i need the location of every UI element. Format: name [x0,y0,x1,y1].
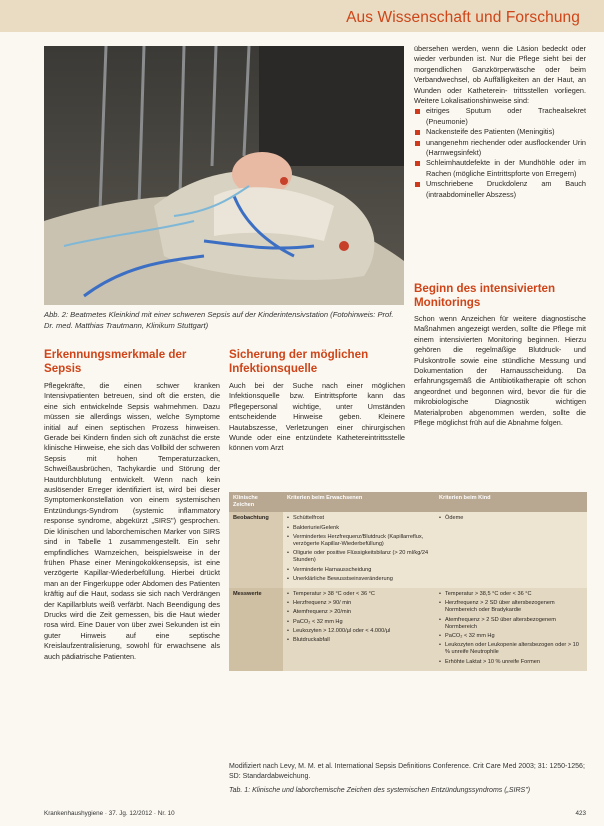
list-item: unangenehm riechender oder ausflockender Urin (Harnwegsinfekt) [414,138,586,159]
table-cell-item: • Temperatur > 38 °C oder < 36 °C [287,591,431,598]
col1-heading: Erkennungsmerkmale der Sepsis [44,348,187,375]
table-header-row [229,492,587,512]
bullet-icon [415,130,420,135]
figure-photo [44,46,404,305]
table-row [229,588,587,671]
table-cell-item: • Temperatur > 38,5 °C oder < 36 °C [439,591,583,598]
table-cell-item: • Atemfrequenz > 2 SD über altersbezogenem Normbereich [439,617,583,631]
col3-text [414,314,586,428]
journal-footer: Krankenhaushygiene · 37. Jg. 12/2012 · Nr. 10 [44,810,175,817]
bullet-icon [415,182,420,187]
table-cell-child [435,588,587,671]
table-cell-item: • Erhöhte Laktat > 10 % unreife Formen [439,659,583,666]
table-caption: Tab. 1: Klinische und laborchemische Zeichen des systemischen Entzündungssyndroms („SIRS") [229,787,531,794]
col2-heading: Sicherung der möglichen Infektionsquelle [229,348,369,375]
table-cell-item: • Verminderte Harnausscheidung [287,567,431,574]
col1-text [44,381,220,662]
table-row [229,512,587,588]
list-item: Umschriebene Druckdolenz am Bauch (intraabdomineller Abszess) [414,179,586,200]
table-cell-item: • PaCO₂ < 32 mm Hg [439,633,583,640]
figure-caption: Abb. 2: Beatmetes Kleinkind mit einer schweren Sepsis auf der Kinderintensivstation (Fotohinweis: Prof. Dr. med. Matthias Trautmann, Klinikum Stuttgart) [44,310,394,330]
page-number: 423 [575,810,586,817]
list-item: eitriges Sputum oder Trachealsekret (Pneumonie) [414,106,586,127]
table-cell-item: • Bakteriurie/Gelenk [287,525,431,532]
sirs-table [229,492,587,671]
table-header-cell: Klinische Zeichen [229,492,283,512]
bullet-icon [415,109,420,114]
col1-paragraph: Pflegekräfte, die einen schwer kranken Intensivpatienten betreuen, sind oft die ersten, die eine sich entwickelnde Sepsis wahrnehmen. Dazu müssen sie allerdings wissen, welche Symptome initial auf einen septischen Prozess hinweisen. Gerade bei Kindern finden sich oft zunächst die erste klinische Hinweise, ehe sich das Vollbild der schweren Sepsis mit hohen Temperaturzacken, Schweißausbrüchen, Tachykardie und Störung der Hautdurchblutung entwickelt. Wenn nach kein auslösender Erreger identifiziert ist, wird bei dieser Symptomenkonstellation von einem systemischen Entzündungs-Syndrom (systemic inflammatory response syndrome, abgekürzt „SIRS") gesprochen. Die klinischen und laborchemischen Marker von SIRS sind in Tabelle 1 zusammengestellt. Ein sehr empfindliches Warnzeichen, beispielsweise in der frühen Phase einer Meningokokkensepsis, ist eine verzögerte Kapillar-Wiederbefüllung. Hierbei drückt man an der Fingerkuppe oder Abdomen des Patienten kräftig auf die Haut, sodass sie sich nach Verdrängen der Kapillarbluts weiß verfärbt. Nach Beendigung des Drucks wird die Zeit gemessen, bis die Haut wieder rosa wird. Eine Dauer von über zwei Sekunden ist ein guter Hinweis auf eine septische Kreislaufzentralisierung, sowohl für erwachsene als auch pädiatrische Patienten. [44,381,220,661]
table-cell-item: • Leukozyten > 12.000/µl oder < 4.000/µl [287,628,431,635]
table-cell-item: • Vermindertes Herzfrequenz/Blutdruck (Kapillarreflux, verzögerte Kapillar-Wiederbefüllung) [287,534,431,548]
table-cell-child [435,512,587,588]
table-row-label: Beobachtung [229,512,283,588]
localization-list [414,106,586,200]
col3-paragraph: Schon wenn Anzeichen für weitere diagnostische Maßnahmen angezeigt werden, sollte die Pflege mit einem intensivierten Monitoring beginnen. Hierzu gehören die regelmäßige Blutdruck- und Pulskontrolle sowie eine stündliche Messung und Dokumentation der Harnausscheidung. Da erfahrungsgemäß die Antibiotikatherapie oft schon angeordnet und begonnen wird, bevor die für die mikrobiologische Diagnostik wichtigen Materialproben abgenommen werden, sollte die Pflege möglichst früh auf die Abnahme folgen. [414,314,586,428]
table-cell-adult [283,588,435,671]
col2-paragraph: Auch bei der Suche nach einer möglichen Infektionsquelle bzw. Eintrittspforte kann das Pflegepersonal wichtige, unter Umständen entscheidende Hinweise geben. Kleinere Hautabszesse, Verletzungen einer chirurgischen Wunde oder eine entzündete Kathetereintrittsstelle können vom Arzt [229,381,405,453]
table-header-cell: Kriterien beim Erwachsenen [283,492,435,512]
table-row-label: Messwerte [229,588,283,671]
col3-intro [414,44,586,200]
col3-intro-paragraph: übersehen werden, wenn die Läsion bedeckt oder wieder verbunden ist. Nur die Pflege sieht bei der morgendlichen Ganzkörperwäsche oder beim Verbandwechsel, ob Auffälligkeiten an der Haut, an Wunden oder Katheterein- trittsstellen vorliegen. Weitere Lokalisationshinweise sind: [414,44,586,106]
table-cell-item: • Herzfrequenz > 90/ min [287,600,431,607]
list-item: Schleimhautdefekte in der Mundhöhle oder im Rachen (mögliche Eintrittspforte von Erregern) [414,158,586,179]
photo-illustration [44,46,404,305]
table-cell-item: • Unerklärliche Bewusstseinsveränderung [287,576,431,583]
bullet-icon [415,141,420,146]
table-cell-item: • Schüttelfrost [287,515,431,522]
table-cell-item: • Oligurie oder positive Flüssigkeitsbilanz (> 20 ml/kg/24 Stunden) [287,550,431,564]
table-cell-item: • Atemfrequenz > 20/min [287,609,431,616]
table-cell-item: • Ödeme [439,515,583,522]
table-cell-adult [283,512,435,588]
list-item: Nackensteife des Patienten (Meningitis) [414,127,586,137]
col3-heading: Beginn des intensivierten Monitorings [414,282,556,309]
col2-text [229,381,405,454]
bullet-icon [415,161,420,166]
table-cell-item: • Leukozyten oder Leukopenie altersbezogen oder > 10 % unreife Neutrophile [439,642,583,656]
table-source-note: Modifiziert nach Levy, M. M. et al. International Sepsis Definitions Conference. Crit Care Med 2003; 31: 1250-1256; SD: Standardabweichung. [229,763,585,780]
table-cell-item: • Herzfrequenz > 2 SD über altersbezogenem Normbereich oder Bradykardie [439,600,583,614]
section-title: Aus Wissenschaft und Forschung [346,9,580,26]
table-header-cell: Kriterien beim Kind [435,492,587,512]
table-cell-item: • Blutdruckabfall [287,637,431,644]
table-cell-item: • PaCO₂ < 32 mm Hg [287,619,431,626]
